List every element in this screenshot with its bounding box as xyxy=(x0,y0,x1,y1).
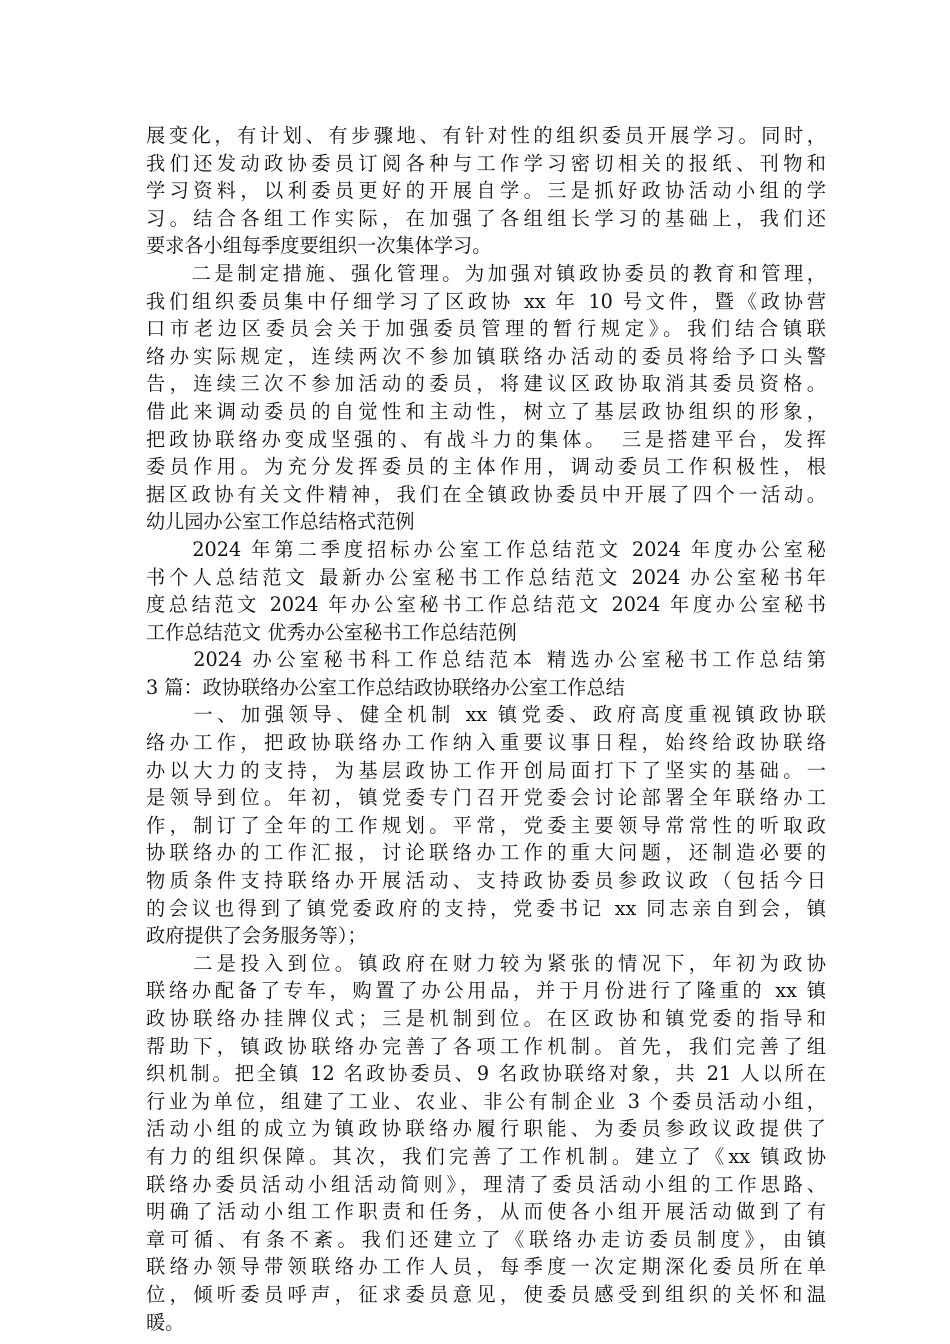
text-line: 3 篇：政协联络办公室工作总结政协联络办公室工作总结 xyxy=(146,675,625,699)
document-page xyxy=(146,122,826,1336)
text-line: 行业为单位，组建了工业、农业、非公有制企业 3 个委员活动小组， xyxy=(146,1089,826,1113)
text-line: 联络办委员活动小组活动简则》，理清了委员活动小组的工作思路、 xyxy=(146,1172,826,1196)
text-line: 书个人总结范文 最新办公室秘书工作总结范文 2024 办公室秘书年 xyxy=(146,565,826,589)
text-line: 明确了活动小组工作职责和任务，从而使各小组开展活动做到了有 xyxy=(146,1200,826,1224)
text-line: 把政协联络办变成坚强的、有战斗力的集体。 三是搭建平台，发挥 xyxy=(146,427,826,451)
text-line: 委员作用。为充分发挥委员的主体作用，调动委员工作积极性，根 xyxy=(146,455,826,479)
text-line: 物质条件支持联络办开展活动、支持政协委员参政议政（包括今日 xyxy=(146,869,826,893)
text-line: 章可循、有条不紊。我们还建立了《联络办走访委员制度》，由镇 xyxy=(146,1227,826,1251)
text-line: 2024 年第二季度招标办公室工作总结范文 2024 年度办公室秘 xyxy=(146,537,826,561)
text-line: 联络办配备了专车，购置了办公用品，并于月份进行了隆重的 xx 镇 xyxy=(146,979,826,1003)
text-line: 习。结合各组工作实际，在加强了各组组长学习的基础上，我们还 xyxy=(146,206,826,230)
text-line: 位，倾听委员呼声，征求委员意见，使委员感受到组织的关怀和温 xyxy=(146,1282,826,1306)
text-line: 工作总结范文 优秀办公室秘书工作总结范例 xyxy=(146,620,517,644)
text-line: 口市老边区委员会关于加强委员管理的暂行规定》。我们结合镇联 xyxy=(146,317,826,341)
text-line: 政府提供了会务服务等）； xyxy=(146,924,367,948)
text-line: 幼儿园办公室工作总结格式范例 xyxy=(146,510,415,534)
text-line: 二是投入到位。镇政府在财力较为紧张的情况下，年初为政协 xyxy=(146,951,826,975)
text-line: 借此来调动委员的自觉性和主动性，树立了基层政协组织的形象， xyxy=(146,399,826,423)
text-line: 有力的组织保障。其次，我们完善了工作机制。建立了《xx 镇政协 xyxy=(146,1144,826,1168)
text-line: 二是制定措施、强化管理。为加强对镇政协委员的教育和管理， xyxy=(146,261,826,285)
text-line: 我们还发动政协委员订阅各种与工作学习密切相关的报纸、刊物和 xyxy=(146,151,826,175)
text-line: 联络办领导带领联络办工作人员，每季度一次定期深化委员所在单 xyxy=(146,1255,826,1279)
text-line: 办以大力的支持，为基层政协工作开创局面打下了坚实的基础。一 xyxy=(146,758,826,782)
text-line: 展变化，有计划、有步骤地、有针对性的组织委员开展学习。同时， xyxy=(146,124,826,147)
text-line: 一、加强领导、健全机制 xx 镇党委、政府高度重视镇政协联 xyxy=(146,703,826,727)
text-line: 协联络办的工作汇报，讨论联络办工作的重大问题，还制造必要的 xyxy=(146,841,826,865)
text-line: 要求各小组每季度要组织一次集体学习。 xyxy=(146,234,492,258)
text-line: 络办工作，把政协联络办工作纳入重要议事日程，始终给政协联络 xyxy=(146,731,826,755)
text-line: 我们组织委员集中仔细学习了区政协 xx 年 10 号文件，暨《政协营 xyxy=(146,289,826,313)
text-line: 络办实际规定，连续两次不参加镇联络办活动的委员将给予口头警 xyxy=(146,344,826,368)
text-line: 帮助下，镇政协联络办完善了各项工作机制。首先，我们完善了组 xyxy=(146,1034,826,1058)
text-line: 学习资料，以利委员更好的开展自学。三是抓好政协活动小组的学 xyxy=(146,179,826,203)
text-line: 暖。 xyxy=(146,1310,185,1334)
text-line: 度总结范文 2024 年办公室秘书工作总结范文 2024 年度办公室秘书 xyxy=(146,593,826,617)
text-line: 织机制。把全镇 12 名政协委员、9 名政协联络对象，共 21 人以所在 xyxy=(146,1062,826,1086)
text-line: 告，连续三次不参加活动的委员，将建议区政协取消其委员资格。 xyxy=(146,372,826,396)
text-line: 的会议也得到了镇党委政府的支持，党委书记 xx 同志亲自到会，镇 xyxy=(146,896,826,920)
text-line: 据区政协有关文件精神，我们在全镇政协委员中开展了四个一活动。 xyxy=(146,482,826,506)
text-line: 作，制订了全年的工作规划。平常，党委主要领导常常性的听取政 xyxy=(146,813,826,837)
text-line: 是领导到位。年初，镇党委专门召开党委会讨论部署全年联络办工 xyxy=(146,786,826,810)
text-line: 活动小组的成立为镇政协联络办履行职能、为委员参政议政提供了 xyxy=(146,1117,826,1141)
text-line: 2024 办公室秘书科工作总结范本 精选办公室秘书工作总结第 xyxy=(146,648,826,672)
text-line: 政协联络办挂牌仪式；三是机制到位。在区政协和镇党委的指导和 xyxy=(146,1007,826,1030)
